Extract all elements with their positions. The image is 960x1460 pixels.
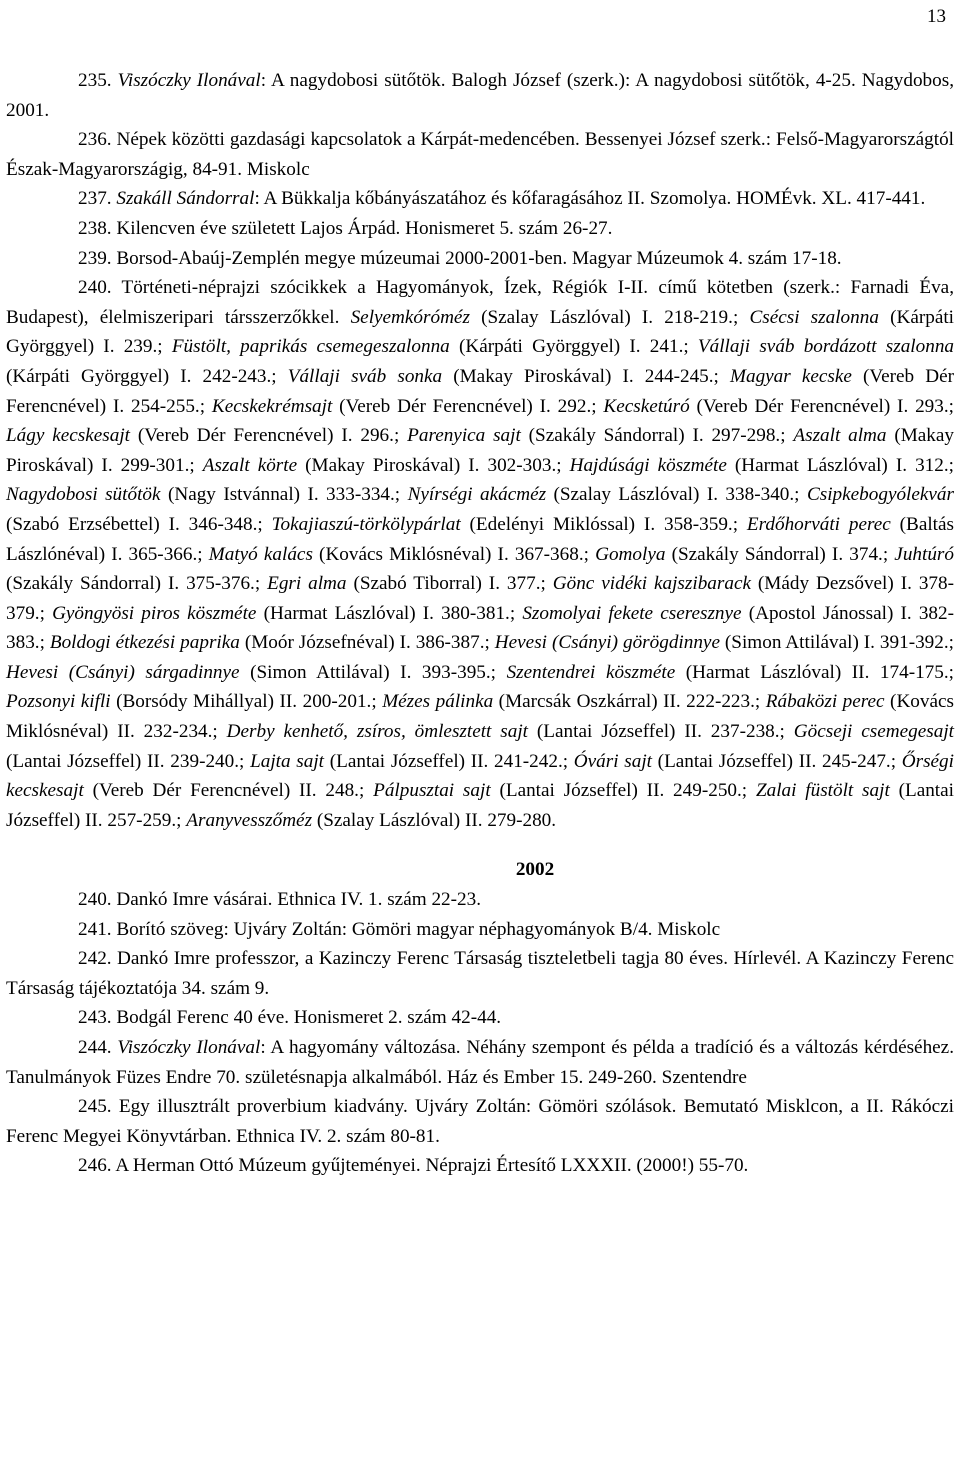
entry-italic-title: Lajta sajt	[250, 750, 325, 772]
entry-italic-title: Kecskekrémsajt	[211, 395, 333, 417]
entry-number: 238.	[78, 217, 112, 239]
entry-number: 244.	[78, 1037, 112, 1058]
entry-italic-title: Szomolyai fekete cseresznye	[522, 602, 742, 624]
entry-italic-title: Gomolya	[595, 543, 666, 565]
entry-italic-title: Magyar kecske	[730, 365, 852, 387]
entry-italic-title: Gyöngyösi piros köszméte	[52, 602, 257, 624]
entry-italic-title: Hevesi (Csányi) sárgadinnye	[6, 661, 240, 683]
entry-number: 242.	[78, 948, 112, 970]
bibliography-entry	[6, 1033, 959, 1092]
entry-italic-title: Hevesi (Csányi) görögdinnye	[494, 632, 720, 654]
entry-text: (Lantai Józseffel) II. 245-247.;	[651, 750, 902, 772]
bibliography-entry	[6, 1003, 954, 1033]
entry-italic-title: Gönc vidéki kajszibarack	[552, 573, 751, 595]
entry-number: 235.	[78, 70, 112, 91]
entry-text: Dankó Imre professzor, a Kazinczy Ferenc Társaság tiszteletbeli tagja 80 éves. Hírlevél. A Kazinczy Ferenc Társaság tájékoztatója 34. szám 9.	[6, 948, 959, 999]
entry-number: 240.	[78, 277, 112, 299]
entry-italic-title: Aranyvesszőméz	[186, 809, 313, 831]
page-content	[6, 66, 959, 1181]
entry-italic-title: Nagydobosi sütőtök	[6, 484, 161, 506]
entry-text: (Vereb Dér Ferencnével) I. 293.;	[689, 395, 959, 417]
entry-text: (Moór Józsefnéval) I. 386-387.;	[239, 632, 495, 654]
entry-text: (Lantai Józseffel) II. 237-238.;	[528, 721, 794, 743]
entry-italic-title: Pozsonyi kifli	[6, 691, 111, 713]
entry-text: (Lantai Józseffel) II. 239-240.;	[6, 721, 959, 772]
entry-italic-title: Zalai füstölt sajt	[755, 780, 890, 802]
entry-text: A Herman Ottó Múzeum gyűjteményei. Néprajzi Értesítő LXXXII. (2000!) 55-70.	[111, 1155, 749, 1177]
entry-text: (Baltás Lászlónéval) I. 365-366.;	[6, 513, 959, 565]
bibliography-entry	[6, 944, 959, 1003]
entry-italic-title: Őrségi kecskesajt	[6, 750, 954, 802]
entry-text: (Makay Piroskával) I. 302-303.;	[297, 454, 570, 476]
entry-text: (Makay Piroskával) I. 299-301.;	[6, 425, 959, 476]
bibliography-2001	[6, 66, 959, 835]
entry-italic-title: Rábaközi perec	[765, 691, 885, 713]
entry-italic-title: Derby kenhető, zsíros, ömlesztett sajt	[226, 721, 529, 743]
entry-text: (Nagy Istvánnal) I. 333-334.;	[160, 484, 408, 506]
entry-text: Dankó Imre vásárai. Ethnica IV. 1. szám 22-23.	[111, 889, 482, 911]
entry-italic-title: Lágy kecskesajt	[6, 425, 130, 447]
entry-text: : A Bükkalja kőbányászatához és kőfaragásához II. Szomolya. HOMÉvk. XL. 417-441.	[254, 188, 926, 210]
bibliography-entry	[6, 915, 954, 945]
entry-italic-title: Erdőhorváti perec	[746, 513, 891, 535]
bibliography-entry	[6, 184, 954, 214]
entry-italic-title: Selyemkóróméz	[350, 306, 470, 328]
entry-text: (Szalay Lászlóval) I. 218-219.;	[469, 306, 750, 328]
entry-text: : A hagyomány változása. Néhány szempont és példa a tradíció és a változás kérdéséhez. Tanulmányok Füzes Endre 70. születésnapja alkalmából. Ház és Ember 15. 249-260. Szentendre	[6, 1037, 959, 1088]
entry-number: 240.	[78, 889, 112, 911]
entry-italic-title: Nyírségi akácméz	[407, 484, 547, 506]
entry-text: (Szakály Sándorral) I. 375-376.;	[6, 543, 959, 595]
entry-italic-title: Csécsi szalonna	[749, 306, 879, 328]
entry-italic-title: Vállaji sváb sonka	[287, 365, 443, 387]
entry-text: (Apostol Jánossal) I. 382-383.;	[6, 602, 954, 654]
entry-italic-title: Aszalt alma	[793, 425, 887, 447]
entry-italic-title: Kecsketúró	[603, 395, 690, 417]
entry-text: (Kárpáti Györggyel) I. 239.;	[6, 306, 959, 358]
bibliography-entry	[6, 125, 959, 184]
entry-italic-title: Pálpusztai sajt	[373, 780, 491, 802]
entry-text: (Lantai Józseffel) II. 249-250.;	[490, 780, 756, 802]
entry-text: (Makay Piroskával) I. 244-245.;	[442, 365, 730, 387]
entry-number: 236.	[78, 129, 112, 151]
entry-text: (Szalay Lászlóval) II. 279-280.	[312, 809, 557, 831]
entry-italic-title: Parenyica sajt	[407, 425, 521, 447]
page-number: 13	[927, 6, 946, 27]
bibliography-entry	[6, 214, 954, 244]
entry-text: (Szalay Lászlóval) I. 338-340.;	[546, 484, 807, 506]
bibliography-entry	[6, 244, 954, 274]
entry-italic-title: Juhtúró	[894, 543, 954, 565]
entry-number: 237.	[78, 188, 112, 210]
entry-italic-title: Matyó kalács	[208, 543, 313, 565]
entry-italic-title: Füstölt, paprikás csemegeszalonna	[171, 336, 450, 358]
entry-text: Kilencven éve született Lajos Árpád. Honismeret 5. szám 26-27.	[111, 217, 613, 239]
entry-number: 245.	[78, 1096, 112, 1118]
entry-text: Borsod-Abaúj-Zemplén megye múzeumai 2000-2001-ben. Magyar Múzeumok 4. szám 17-18.	[111, 247, 842, 269]
entry-text: : A nagydobosi sütőtök. Balogh József (szerk.): A nagydobosi sütőtök, 4-25. Nagydobos, 2001.	[6, 70, 959, 121]
year-heading-2002: 2002	[515, 859, 555, 881]
entry-text: (Harmat Lászlóval) I. 312.;	[726, 454, 959, 476]
entry-text: Történeti-néprajzi szócikkek a Hagyományok, Ízek, Régiók I-II. című kötetben (szerk.: Farnadi Éva, Budapest), élelmiszeripari társszerzőkkel.	[6, 277, 959, 328]
entry-italic-title: Vállaji sváb bordázott szalonna	[697, 336, 955, 358]
entry-italic-title: Óvári sajt	[573, 750, 652, 772]
entry-text: (Szakály Sándorral) I. 374.;	[665, 543, 895, 565]
entry-italic-title: Göcseji csemegesajt	[793, 721, 954, 743]
entry-italic-title: Szentendrei köszméte	[506, 661, 676, 683]
bibliography-entry	[6, 1151, 954, 1181]
entry-number: 241.	[78, 918, 112, 940]
bibliography-2002	[6, 885, 959, 1181]
entry-italic-title: Aszalt körte	[202, 454, 298, 476]
entry-text: (Simon Attilával) I. 393-395.;	[239, 661, 507, 683]
entry-text: (Vereb Dér Ferencnével) I. 292.;	[332, 395, 604, 417]
entry-text: (Borsódy Mihállyal) II. 200-201.;	[110, 691, 383, 713]
entry-text: (Kovács Miklósnéval) I. 367-368.;	[312, 543, 596, 565]
entry-italic-title: Viszóczky Ilonával	[117, 1037, 261, 1058]
bibliography-entry	[6, 885, 954, 915]
entry-text: (Vereb Dér Ferencnével) I. 254-255.;	[6, 365, 959, 417]
entry-italic-title: Szakáll Sándorral	[116, 188, 255, 210]
entry-text: (Lantai Józseffel) II. 257-259.;	[6, 780, 959, 831]
entry-text: Népek közötti gazdasági kapcsolatok a Kárpát-medencében. Bessenyei József szerk.: Felső-Magyarországtól Észak-Magyarországig, 84-91. Miskolc	[6, 129, 959, 180]
entry-italic-title: Csipkebogyólekvár	[806, 484, 954, 506]
entry-text: (Marcsák Oszkárral) II. 222-223.;	[493, 691, 766, 713]
entry-text: (Vereb Dér Ferencnével) II. 248.;	[83, 780, 374, 802]
entry-text: Bodgál Ferenc 40 éve. Honismeret 2. szám 42-44.	[111, 1007, 502, 1029]
entry-italic-title: Hajdúsági köszméte	[569, 454, 727, 476]
entry-text: (Kovács Miklósnéval) II. 232-234.;	[6, 691, 959, 743]
entry-number: 246.	[78, 1155, 112, 1177]
entry-number: 243.	[78, 1007, 112, 1029]
entry-text: Egy illusztrált proverbium kiadvány. Ujváry Zoltán: Gömöri szólások. Bemutató Misklcon, a II. Rákóczi Ferenc Megyei Könyvtárban. Ethnica IV. 2. szám 80-81.	[6, 1096, 959, 1147]
entry-italic-title: Viszóczky Ilonával	[117, 70, 261, 91]
entry-italic-title: Egri alma	[267, 573, 347, 595]
entry-text: (Lantai Józseffel) II. 241-242.;	[324, 750, 574, 772]
entry-number: 239.	[78, 247, 112, 269]
entry-text: (Vereb Dér Ferencnével) I. 296.;	[129, 425, 408, 447]
entry-text: (Szabó Erzsébettel) I. 346-348.;	[6, 484, 959, 535]
entry-text: (Mády Dezsővel) I. 378-379.;	[6, 573, 954, 624]
bibliography-entry	[6, 1092, 959, 1151]
entry-text: (Szakály Sándorral) I. 297-298.;	[520, 425, 794, 447]
entry-text: (Kárpáti Györggyel) I. 242-243.;	[6, 336, 959, 387]
entry-italic-title: Boldogi étkezési paprika	[49, 632, 240, 654]
entry-text: (Szabó Tiborral) I. 377.;	[346, 573, 553, 595]
bibliography-entry	[6, 273, 959, 835]
entry-text: (Edelényi Miklóssal) I. 358-359.;	[460, 513, 747, 535]
entry-text: (Harmat Lászlóval) II. 174-175.;	[675, 661, 959, 683]
entry-italic-title: Tokajiaszú-törkölypárlat	[271, 513, 461, 535]
entry-text: (Harmat Lászlóval) I. 380-381.;	[256, 602, 523, 624]
entry-italic-title: Mézes pálinka	[382, 691, 494, 713]
entry-text: (Kárpáti Györggyel) I. 241.;	[449, 336, 698, 358]
bibliography-entry	[6, 66, 959, 125]
entry-text: (Simon Attilával) I. 391-392.;	[719, 632, 959, 654]
entry-text: Borító szöveg: Ujváry Zoltán: Gömöri magyar néphagyományok B/4. Miskolc	[111, 918, 721, 940]
